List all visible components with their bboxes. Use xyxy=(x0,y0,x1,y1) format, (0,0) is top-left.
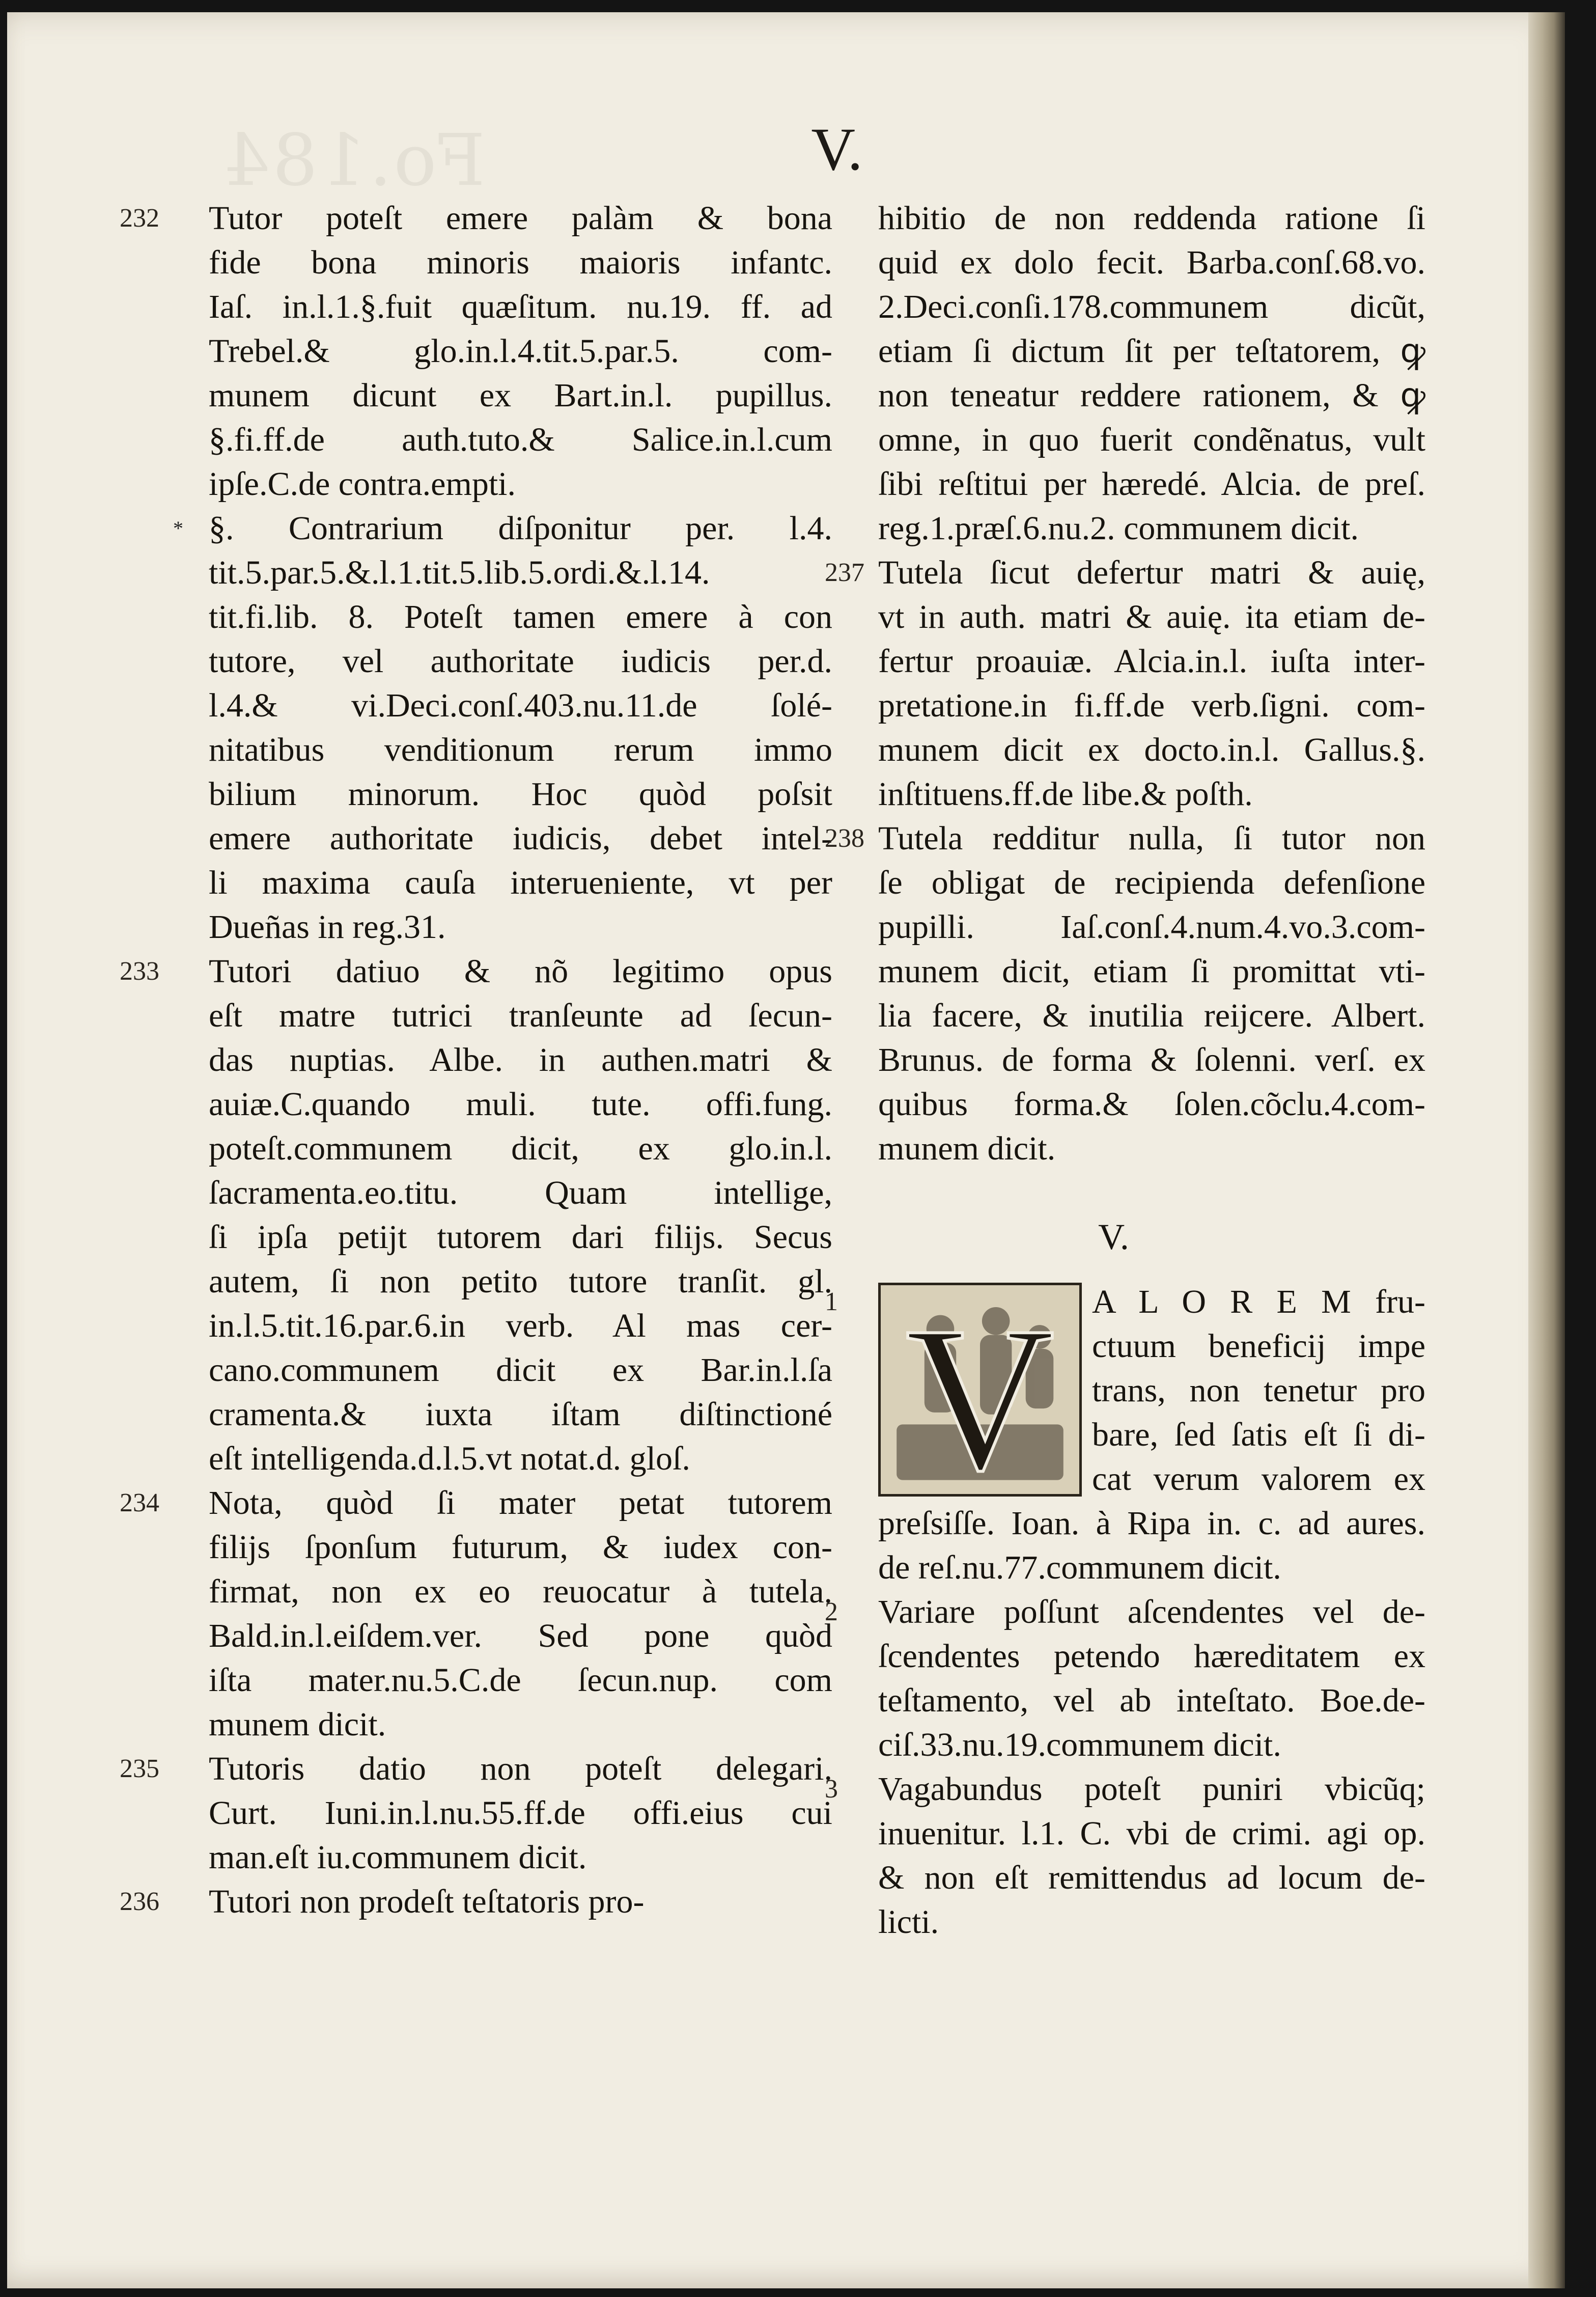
text-line: Bald.in.l.eiſdem.ver. Sed pone quòd xyxy=(209,1617,832,1654)
text-line: filijs ſponſum futurum, & iudex con- xyxy=(209,1529,832,1566)
text-line: hibitio de non reddenda ratione ſi xyxy=(878,200,1425,237)
section-spacer xyxy=(878,1259,1425,1280)
text-line: eſt intelligenda.d.l.5.vt notat.d. gloſ. xyxy=(209,1440,690,1477)
entry-block xyxy=(825,1280,1425,1590)
text-line: cramenta.& iuxta iſtam diſtinctioné xyxy=(209,1396,832,1433)
text-line: ſcendentes petendo hæreditatem ex xyxy=(878,1638,1425,1675)
text-line: munem dicit, etiam ſi promittat vti- xyxy=(878,953,1425,990)
text-line: quibus forma.& ſolen.cõclu.4.com- xyxy=(878,1086,1425,1123)
section-heading: V. xyxy=(1098,1216,1129,1257)
text-line: Nota, quòd ſi mater petat tutorem xyxy=(209,1484,832,1521)
entry-number: 236 xyxy=(120,1887,159,1916)
text-line: emere authoritate iudicis, debet intel- xyxy=(209,820,832,857)
entry-block xyxy=(825,1590,1425,1767)
text-line: inuenitur. l.1. C. vbi de crimi. agi op. xyxy=(878,1815,1425,1852)
text-line: Tutori datiuo & nõ legitimo opus xyxy=(209,953,832,990)
text-line: auiæ.C.quando muli. tute. offi.fung. xyxy=(209,1086,832,1123)
text-line: de reſ.nu.77.communem dicit. xyxy=(878,1549,1281,1586)
text-line: eſt matre tutrici tranſeunte ad ſecun- xyxy=(209,997,832,1034)
text-line: li maxima cauſa interueniente, vt per xyxy=(209,864,832,901)
text-line: §. Contrarium diſponitur per. l.4. xyxy=(209,510,832,547)
text-line: man.eſt iu.communem dicit. xyxy=(209,1839,587,1876)
text-line: preſsiſſe. Ioan. à Ripa in. c. ad aures. xyxy=(878,1505,1425,1542)
text-line: ctuum beneficij impe xyxy=(1092,1327,1425,1365)
text-line: inſtituens.ff.de libe.& poſth. xyxy=(878,776,1253,813)
text-line: cat verum valorem ex xyxy=(1092,1460,1425,1498)
text-line: bilium minorum. Hoc quòd poſsit xyxy=(209,776,832,813)
entry-block xyxy=(825,550,1425,816)
running-head: V. xyxy=(811,115,863,183)
entry-block xyxy=(878,196,1425,550)
text-line: nitatibus venditionum rerum immo xyxy=(209,731,832,768)
text-line: firmat, non ex eo reuocatur à tutela. xyxy=(209,1573,832,1610)
show-through-folio: Fo.184 xyxy=(221,119,486,202)
text-line: das nuptias. Albe. in authen.matri & xyxy=(209,1041,832,1078)
text-line: munem dicit. xyxy=(878,1130,1056,1167)
text-line: ipſe.C.de contra.empti. xyxy=(209,465,516,503)
entry-number: 3 xyxy=(825,1775,838,1804)
entry-block xyxy=(120,949,832,1481)
text-line: licti. xyxy=(878,1903,939,1941)
text-line: fide bona minoris maioris infantc. xyxy=(209,244,832,281)
text-line: munem dicit. xyxy=(209,1706,386,1743)
text-line: & non eſt remittendus ad locum de- xyxy=(878,1859,1425,1896)
text-line: munem dicunt ex Bart.in.l. pupillus. xyxy=(209,377,832,414)
text-line: A L O R E M fru- xyxy=(1092,1283,1425,1320)
right-column xyxy=(825,196,1425,1944)
entry-number: 1 xyxy=(825,1287,838,1316)
text-line: iſta mater.nu.5.C.de ſecun.nup. com xyxy=(209,1662,832,1699)
text-line: 2.Deci.conſi.178.communem dicũt, xyxy=(878,288,1425,325)
entry-block xyxy=(173,506,832,949)
entry-block xyxy=(120,1747,832,1879)
initial-letter: V xyxy=(905,1285,1055,1494)
text-line: §.fi.ff.de auth.tuto.& Salice.in.l.cum xyxy=(209,421,832,458)
text-line: ſe obligat de recipienda defenſione xyxy=(878,864,1425,901)
text-line: etiam ſi dictum ſit per teſtatorem, ꝙ xyxy=(878,333,1425,370)
text-line: omne, in quo fuerit condẽnatus, vult xyxy=(878,421,1425,458)
text-line: bare, ſed ſatis eſt ſi di- xyxy=(1092,1416,1425,1453)
text-line: ſibi reſtitui per hæredé. Alcia. de preſ. xyxy=(878,465,1425,503)
entry-block xyxy=(825,816,1425,1171)
text-line: vt in auth. matri & auię. ita etiam de- xyxy=(878,598,1425,635)
entry-number: 238 xyxy=(825,824,864,853)
section-spacer xyxy=(878,1171,1425,1215)
text-line: Brunus. de forma & ſolenni. verſ. ex xyxy=(878,1041,1425,1078)
text-line: tutore, vel authoritate iudicis per.d. xyxy=(209,643,832,680)
text-line: ſi ipſa petijt tutorem dari filijs. Secus xyxy=(209,1219,832,1256)
text-line: ciſ.33.nu.19.communem dicit. xyxy=(878,1726,1281,1763)
text-line: Tutela redditur nulla, ſi tutor non xyxy=(878,820,1425,857)
entry-block xyxy=(120,196,832,506)
text-line: pupilli. Iaſ.conſ.4.num.4.vo.3.com- xyxy=(878,908,1425,946)
text-line: in.l.5.tit.16.par.6.in verb. Al mas cer- xyxy=(209,1307,832,1344)
text-line: Dueñas in reg.31. xyxy=(209,908,446,946)
entry-number: 2 xyxy=(825,1597,838,1626)
text-line: Tutori non prodeſt teſtatoris pro- xyxy=(209,1883,645,1920)
text-line: Iaſ. in.l.1.§.fuit quæſitum. nu.19. ff. ad xyxy=(209,288,832,325)
text-line: tit.5.par.5.&.l.1.tit.5.lib.5.ordi.&.l.14. xyxy=(209,554,710,591)
text-line: fertur proauiæ. Alcia.in.l. iuſta inter- xyxy=(878,643,1425,680)
page-edge-shadow xyxy=(1528,12,1565,2288)
entry-number: 234 xyxy=(120,1488,159,1517)
woodcut-figures-icon xyxy=(881,1285,1079,1494)
text-line: poteſt.communem dicit, ex glo.in.l. xyxy=(209,1130,832,1167)
entry-number: 235 xyxy=(120,1754,159,1783)
text-line: autem, ſi non petito tutore tranſit. gl. xyxy=(209,1263,832,1300)
text-line: Tutor poteſt emere palàm & bona xyxy=(209,200,832,237)
left-column xyxy=(120,196,832,1924)
text-line: Vagabundus poteſt puniri vbicũq; xyxy=(878,1770,1425,1808)
entry-block xyxy=(120,1481,832,1747)
text-line: non teneatur reddere rationem, & ꝙ xyxy=(878,377,1425,414)
text-line: quid ex dolo fecit. Barba.conſ.68.vo. xyxy=(878,244,1425,281)
text-line: lia facere, & inutilia reijcere. Albert. xyxy=(878,997,1425,1034)
text-line: Trebel.& glo.in.l.4.tit.5.par.5. com- xyxy=(209,333,832,370)
entry-number: 232 xyxy=(120,204,159,233)
marginal-marker: * xyxy=(173,517,183,540)
text-line: trans, non tenetur pro xyxy=(1092,1372,1425,1409)
entry-number: 233 xyxy=(120,957,159,986)
text-line: ſacramenta.eo.titu. Quam intellige, xyxy=(209,1174,832,1211)
text-line: Tutela ſicut defertur matri & auię, xyxy=(878,554,1425,591)
text-line: l.4.& vi.Deci.conſ.403.nu.11.de ſolé- xyxy=(209,687,832,724)
text-line: Curt. Iuni.in.l.nu.55.ff.de offi.eius cui xyxy=(209,1794,832,1832)
text-line: pretatione.in fi.ff.de verb.ſigni. com- xyxy=(878,687,1425,724)
text-line: Tutoris datio non poteſt delegari. xyxy=(209,1750,832,1787)
text-line: cano.communem dicit ex Bar.in.l.ſa xyxy=(209,1351,832,1389)
decorated-initial xyxy=(878,1283,1082,1497)
text-line: teſtamento, vel ab inteſtato. Boe.de- xyxy=(878,1682,1425,1719)
text-line: munem dicit ex docto.in.l. Gallus.§. xyxy=(878,731,1425,768)
entry-block xyxy=(120,1879,832,1924)
text-line: reg.1.præſ.6.nu.2. communem dicit. xyxy=(878,510,1359,547)
entry-number: 237 xyxy=(825,558,864,587)
entry-block xyxy=(825,1767,1425,1944)
text-line: tit.fi.lib. 8. Poteſt tamen emere à con xyxy=(209,598,832,635)
text-line: Variare poſſunt aſcendentes vel de- xyxy=(878,1593,1425,1630)
